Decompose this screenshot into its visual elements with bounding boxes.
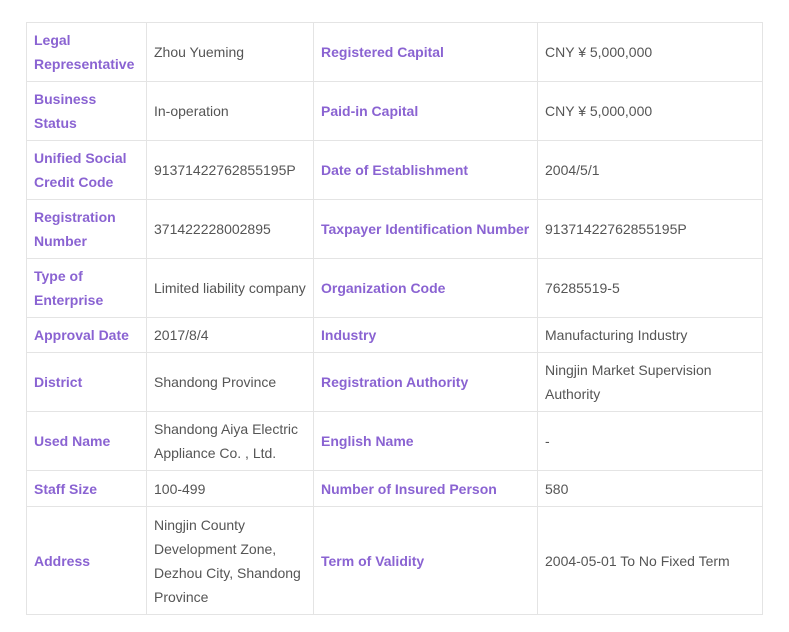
table-row <box>27 259 763 318</box>
field-value: 2004/5/1 <box>538 141 763 200</box>
field-value: 100-499 <box>147 471 314 507</box>
field-value: Manufacturing Industry <box>538 318 763 353</box>
field-label: Taxpayer Identification Number <box>314 200 538 259</box>
field-value: 76285519-5 <box>538 259 763 318</box>
field-label: Organization Code <box>314 259 538 318</box>
table-row <box>27 23 763 82</box>
field-label: English Name <box>314 412 538 471</box>
field-value: - <box>538 412 763 471</box>
field-label: Term of Validity <box>314 507 538 615</box>
table-row <box>27 200 763 259</box>
field-label: Legal Representative <box>27 23 147 82</box>
field-label: Registered Capital <box>314 23 538 82</box>
table-row <box>27 141 763 200</box>
field-label: Address <box>27 507 147 615</box>
company-info-table <box>26 22 763 615</box>
field-value: 2004-05-01 To No Fixed Term <box>538 507 763 615</box>
field-label: Number of Insured Person <box>314 471 538 507</box>
field-value: 91371422762855195P <box>147 141 314 200</box>
field-value: CNY ¥ 5,000,000 <box>538 82 763 141</box>
table-row <box>27 471 763 507</box>
field-value: Ningjin County Development Zone, Dezhou City, Shandong Province <box>147 507 314 615</box>
field-value: Zhou Yueming <box>147 23 314 82</box>
field-value: 371422228002895 <box>147 200 314 259</box>
field-label: Used Name <box>27 412 147 471</box>
field-label: Date of Establishment <box>314 141 538 200</box>
field-label: Type of Enterprise <box>27 259 147 318</box>
table-row <box>27 82 763 141</box>
field-value: In-operation <box>147 82 314 141</box>
field-value: Ningjin Market Supervision Authority <box>538 353 763 412</box>
company-info-container <box>26 22 762 615</box>
field-label: Industry <box>314 318 538 353</box>
field-label: Unified Social Credit Code <box>27 141 147 200</box>
field-value: Limited liability company <box>147 259 314 318</box>
table-row <box>27 353 763 412</box>
field-label: Staff Size <box>27 471 147 507</box>
field-value: CNY ¥ 5,000,000 <box>538 23 763 82</box>
field-value: Shandong Aiya Electric Appliance Co. , Ltd. <box>147 412 314 471</box>
field-value: 2017/8/4 <box>147 318 314 353</box>
table-row <box>27 507 763 615</box>
field-value: 580 <box>538 471 763 507</box>
field-value: Shandong Province <box>147 353 314 412</box>
table-row <box>27 318 763 353</box>
field-label: Paid-in Capital <box>314 82 538 141</box>
field-label: Approval Date <box>27 318 147 353</box>
field-label: Business Status <box>27 82 147 141</box>
field-label: Registration Number <box>27 200 147 259</box>
field-label: District <box>27 353 147 412</box>
field-value: 91371422762855195P <box>538 200 763 259</box>
field-label: Registration Authority <box>314 353 538 412</box>
table-row <box>27 412 763 471</box>
